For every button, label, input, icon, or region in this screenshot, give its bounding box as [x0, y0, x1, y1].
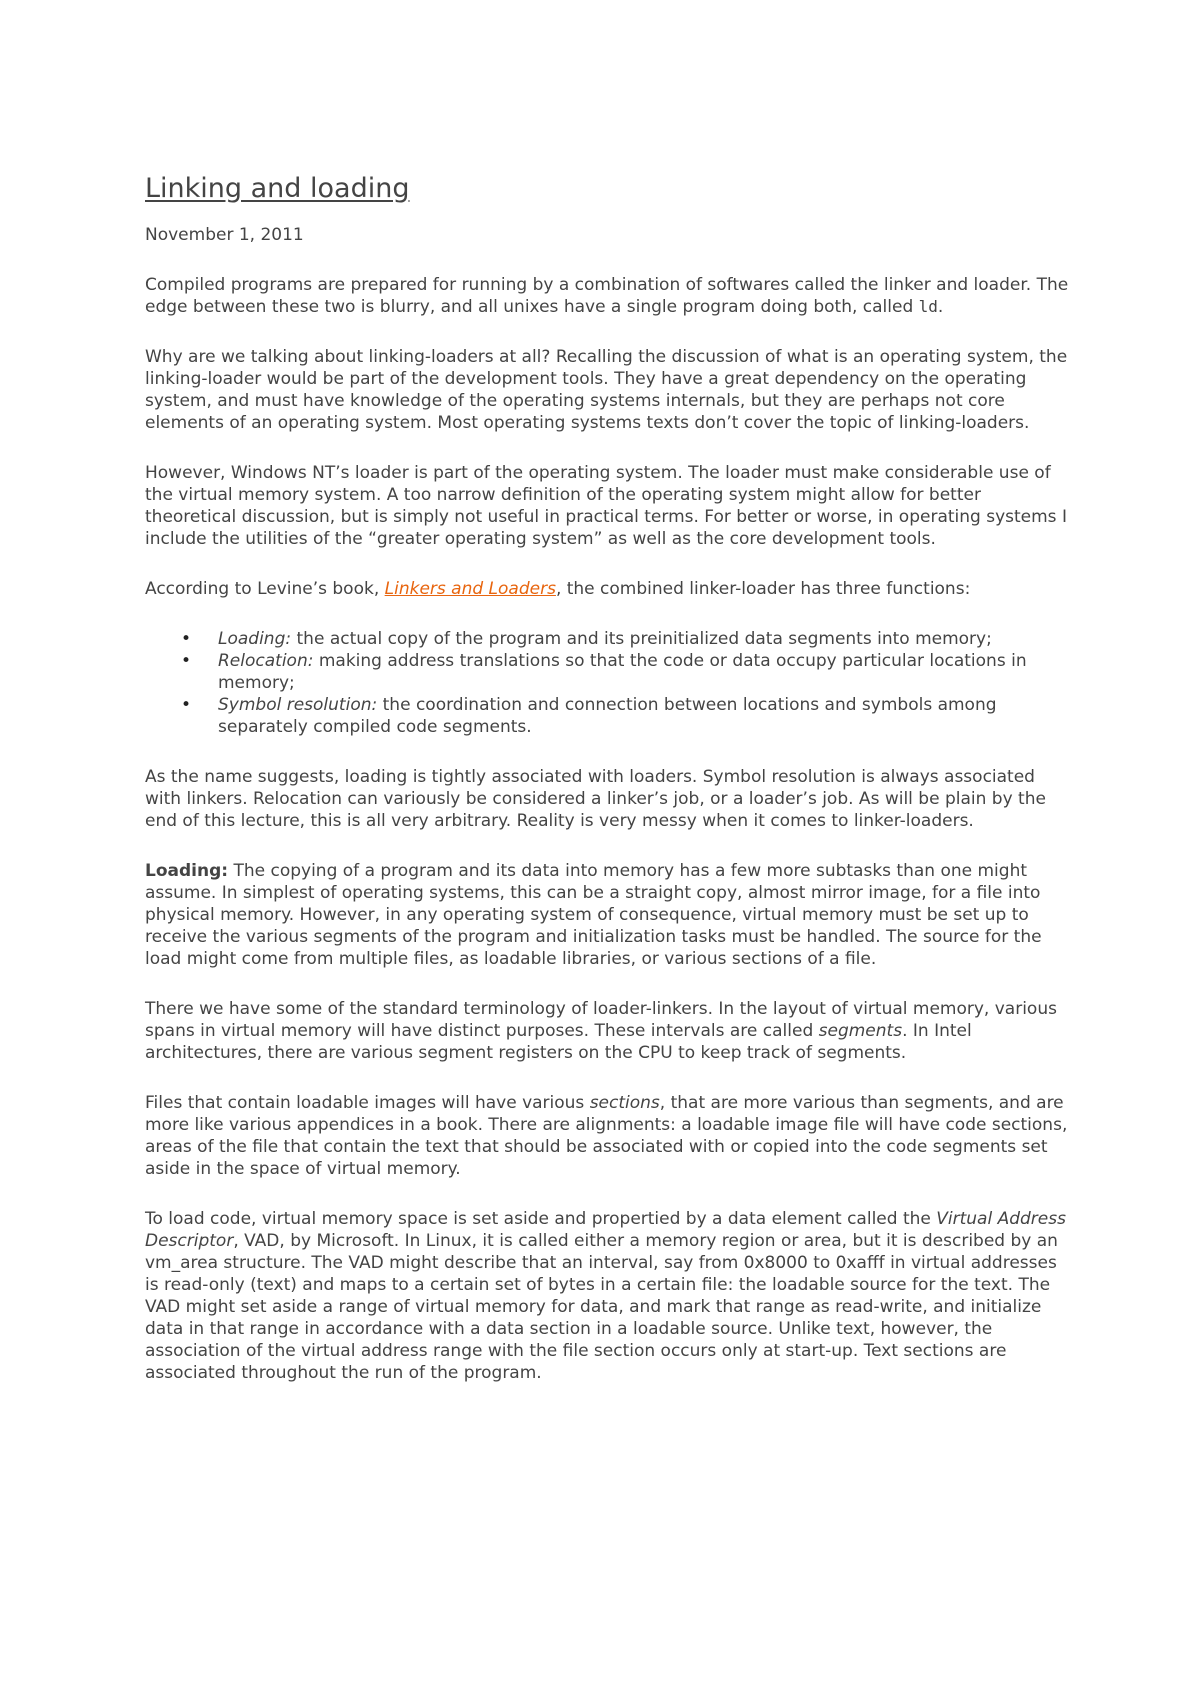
paragraph-vad-before: To load code, virtual memory space is set aside and propertied by a data element called the: [145, 1209, 937, 1229]
document-page: [145, 172, 1070, 1412]
list-item: [218, 694, 1070, 738]
paragraph-terminology: [145, 998, 1070, 1064]
paragraph-why: Why are we talking about linking-loaders at all? Recalling the discussion of what is an operating system, the linking-loader would be part of the development tools. They have a great dependency on the operating system, and must have knowledge of the operating systems internals, but they are perhaps not core elements of an operating system. Most operating systems texts don’t cover the topic of linking-loaders.: [145, 347, 1068, 433]
function-desc: making address translations so that the code or data occupy particular locations in memory;: [218, 651, 1027, 693]
paragraph-levine: [145, 578, 1070, 600]
paragraph-sections-after: , that are more various than segments, and are more like various appendices in a book. There are alignments: a loadable image file will have code sections, areas of the file that contain the text that should be associated with or copied into the code segments set aside in the space of virtual memory.: [145, 1093, 1068, 1179]
function-term: Relocation:: [218, 651, 314, 671]
page-title: Linking and loading: [145, 173, 410, 204]
paragraph-loading-text: The copying of a program and its data into memory has a few more subtasks than one might assume. In simplest of operating systems, this can be a straight copy, almost mirror image, for a file into physical memory. However, in any operating system of consequence, virtual memory must be set up to receive the various segments of the program and initialization tasks must be handled. The source for the load might come from multiple files, as loadable libraries, or various sections of a file.: [145, 861, 1042, 969]
paragraph-intro-end: .: [937, 297, 944, 317]
linkers-and-loaders-link[interactable]: Linkers and Loaders: [384, 579, 556, 599]
paragraph-vad: [145, 1208, 1070, 1384]
function-term: Symbol resolution:: [218, 695, 378, 715]
list-item: [218, 628, 1070, 650]
paragraph-name-suggests: As the name suggests, loading is tightly associated with loaders. Symbol resolution is always associated with linkers. Relocation can variously be considered a linker’s job, or a loader’s job. As will be plain by the end of this lecture, this is all very arbitrary. Reality is very messy when it comes to linker-loaders.: [145, 767, 1046, 831]
term-vad: Virtual Address Descriptor: [145, 1209, 1066, 1251]
paragraph-intro-text: Compiled programs are prepared for running by a combination of softwares called the linker and loader. The edge between these two is blurry, and all unixes have a single program doing both, called: [145, 275, 1069, 317]
functions-list: [145, 628, 1070, 738]
paragraph-terminology-after: . In Intel architectures, there are various segment registers on the CPU to keep track of segments.: [145, 1021, 972, 1063]
paragraph-intro: [145, 274, 1070, 318]
loading-lead: Loading:: [145, 861, 229, 881]
post-date: November 1, 2011: [145, 225, 304, 245]
function-desc: the actual copy of the program and its preinitialized data segments into memory;: [291, 629, 992, 649]
function-term: Loading:: [218, 629, 292, 649]
paragraph-levine-after: , the combined linker-loader has three functions:: [555, 579, 971, 599]
code-ld: ld: [918, 297, 938, 316]
list-item: [218, 650, 1070, 694]
paragraph-levine-before: According to Levine’s book,: [145, 579, 385, 599]
function-desc: the coordination and connection between locations and symbols among separately compiled code segments.: [218, 695, 997, 737]
paragraph-terminology-before: There we have some of the standard terminology of loader-linkers. In the layout of virtual memory, various spans in virtual memory will have distinct purposes. These intervals are called: [145, 999, 1057, 1041]
term-segments: segments: [818, 1021, 903, 1041]
paragraph-sections: [145, 1092, 1070, 1180]
paragraph-windows-nt: However, Windows NT’s loader is part of the operating system. The loader must make considerable use of the virtual memory system. A too narrow definition of the operating system might allow for better theoretical discussion, but is simply not useful in practical terms. For better or worse, in operating systems I include the utilities of the “greater operating system” as well as the core development tools.: [145, 463, 1067, 549]
paragraph-vad-after: , VAD, by Microsoft. In Linux, it is called either a memory region or area, but it is described by an vm_area structure. The VAD might describe that an interval, say from 0x8000 to 0xafff in virtual addresses is read-only (text) and maps to a certain set of bytes in a certain file: the loadable source for the text. The VAD might set aside a range of virtual memory for data, and mark that range as read-write, and initialize data in that range in accordance with a data section in a loadable source. Unlike text, however, the association of the virtual address range with the file section occurs only at start-up. Text sections are associated throughout the run of the program.: [145, 1231, 1058, 1383]
paragraph-loading: [145, 860, 1070, 970]
paragraph-sections-before: Files that contain loadable images will have various: [145, 1093, 590, 1113]
term-sections: sections: [589, 1093, 660, 1113]
